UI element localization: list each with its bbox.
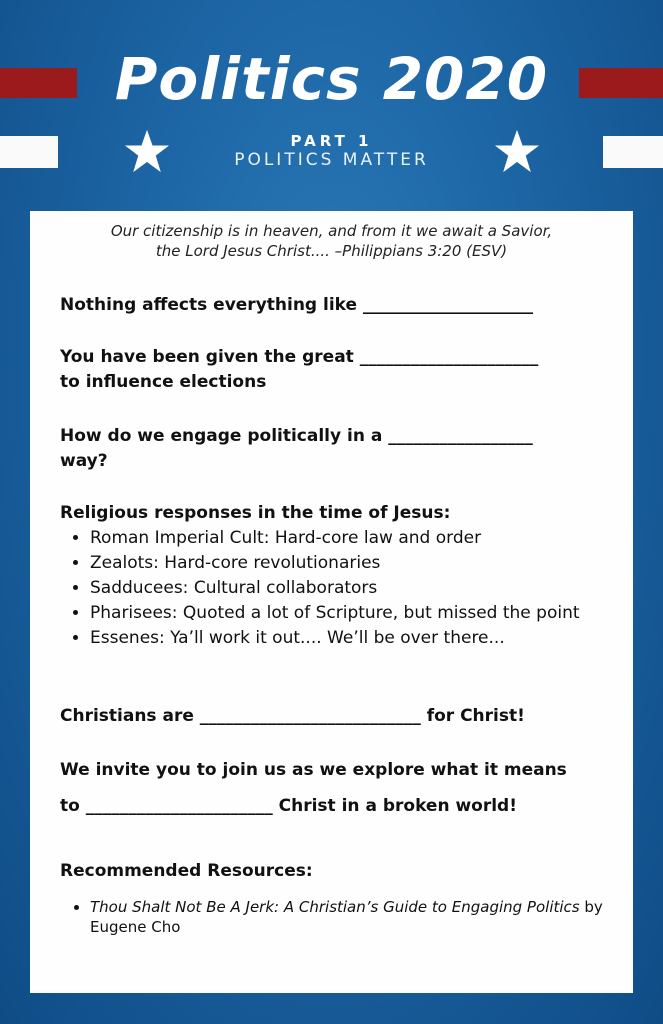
question-3: [60, 424, 605, 474]
book-title: Thou Shalt Not Be A Jerk: A Christian’s Guide to Engaging Politics: [90, 898, 580, 916]
question-6-line-1: We invite you to join us as we explore what it means: [60, 760, 567, 780]
question-1: Nothing affects everything like ____________________: [60, 295, 533, 315]
responses-list: [60, 526, 635, 651]
question-2: [60, 345, 605, 395]
list-item: [90, 897, 610, 937]
page-title: Politics 2020: [114, 45, 549, 113]
question-5: Christians are __________________________ for Christ!: [60, 706, 525, 726]
resources-list: [60, 897, 610, 937]
responses-heading: Religious responses in the time of Jesus:: [60, 503, 451, 523]
part-label: PART 1: [290, 132, 373, 150]
list-item: • Sadducees: Cultural collaborators: [90, 576, 635, 601]
notes-card: [30, 211, 633, 993]
question-3-line-1: How do we engage politically in a _________________: [60, 426, 533, 446]
list-item: • Zealots: Hard-core revolutionaries: [90, 551, 635, 576]
scripture-verse: [60, 221, 603, 261]
list-item: • Pharisees: Quoted a lot of Scripture, but missed the point: [90, 601, 635, 626]
star-icon: [494, 128, 540, 174]
star-icon: [124, 128, 170, 174]
book-author: by Eugene Cho: [90, 898, 603, 936]
resources-heading: Recommended Resources:: [60, 861, 313, 881]
list-item: • Essenes: Ya’ll work it out.... We’ll be over there...: [90, 626, 635, 651]
list-item: • Roman Imperial Cult: Hard-core law and order: [90, 526, 635, 551]
verse-line: the Lord Jesus Christ.... –Philippians 3:20 (ESV): [155, 242, 508, 260]
question-6-line-2: to ______________________ Christ in a broken world!: [60, 796, 517, 816]
page-subtitle: POLITICS MATTER: [234, 150, 429, 170]
question-2-line-2: to influence elections: [60, 372, 267, 392]
verse-line: Our citizenship is in heaven, and from it we await a Savior,: [110, 222, 553, 240]
question-2-line-1: You have been given the great _____________________: [60, 347, 539, 367]
question-3-line-2: way?: [60, 451, 108, 471]
